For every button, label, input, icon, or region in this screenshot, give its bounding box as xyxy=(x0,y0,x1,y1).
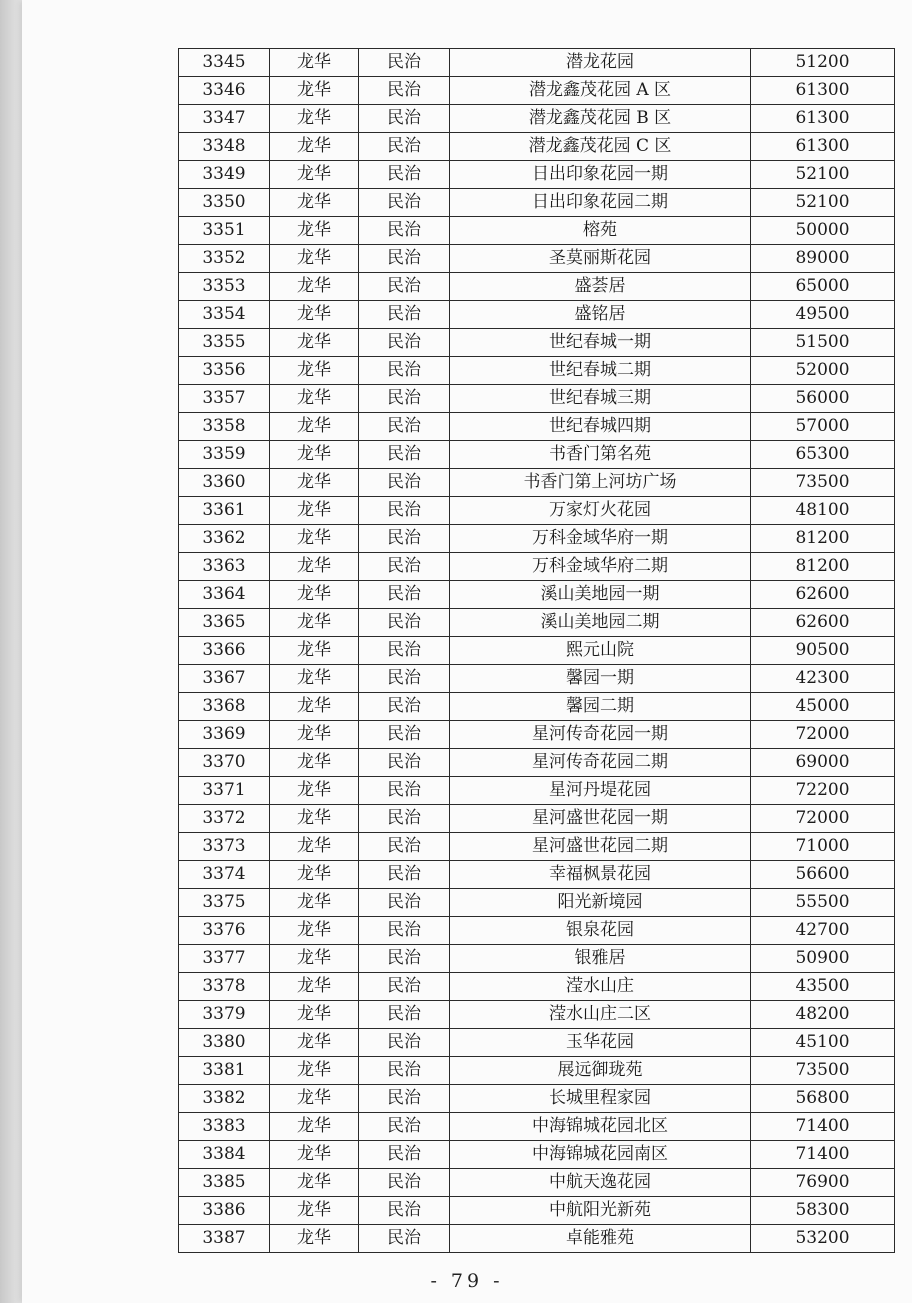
community-name-cell: 世纪春城三期 xyxy=(450,385,751,413)
price-cell: 73500 xyxy=(751,469,895,497)
district-cell: 龙华 xyxy=(270,973,359,1001)
district-cell: 龙华 xyxy=(270,861,359,889)
row-number-cell: 3361 xyxy=(179,497,270,525)
community-name-cell: 馨园一期 xyxy=(450,665,751,693)
community-name-cell: 中航阳光新苑 xyxy=(450,1197,751,1225)
district-cell: 龙华 xyxy=(270,777,359,805)
district-cell: 龙华 xyxy=(270,749,359,777)
row-number-cell: 3358 xyxy=(179,413,270,441)
district-cell: 龙华 xyxy=(270,77,359,105)
table-row xyxy=(179,49,895,77)
table-row xyxy=(179,637,895,665)
price-cell: 72000 xyxy=(751,721,895,749)
district-cell: 龙华 xyxy=(270,273,359,301)
street-cell: 民治 xyxy=(359,525,450,553)
district-cell: 龙华 xyxy=(270,721,359,749)
row-number-cell: 3387 xyxy=(179,1225,270,1253)
price-cell: 57000 xyxy=(751,413,895,441)
street-cell: 民治 xyxy=(359,77,450,105)
district-cell: 龙华 xyxy=(270,1197,359,1225)
district-cell: 龙华 xyxy=(270,441,359,469)
community-name-cell: 银雅居 xyxy=(450,945,751,973)
price-cell: 48100 xyxy=(751,497,895,525)
street-cell: 民治 xyxy=(359,245,450,273)
row-number-cell: 3378 xyxy=(179,973,270,1001)
district-cell: 龙华 xyxy=(270,833,359,861)
row-number-cell: 3359 xyxy=(179,441,270,469)
street-cell: 民治 xyxy=(359,833,450,861)
district-cell: 龙华 xyxy=(270,1169,359,1197)
table-row xyxy=(179,1141,895,1169)
district-cell: 龙华 xyxy=(270,1057,359,1085)
street-cell: 民治 xyxy=(359,1225,450,1253)
street-cell: 民治 xyxy=(359,1057,450,1085)
price-cell: 61300 xyxy=(751,105,895,133)
district-cell: 龙华 xyxy=(270,329,359,357)
row-number-cell: 3379 xyxy=(179,1001,270,1029)
community-name-cell: 中海锦城花园北区 xyxy=(450,1113,751,1141)
district-cell: 龙华 xyxy=(270,1225,359,1253)
district-cell: 龙华 xyxy=(270,217,359,245)
row-number-cell: 3377 xyxy=(179,945,270,973)
district-cell: 龙华 xyxy=(270,105,359,133)
community-name-cell: 日出印象花园二期 xyxy=(450,189,751,217)
district-cell: 龙华 xyxy=(270,1141,359,1169)
row-number-cell: 3352 xyxy=(179,245,270,273)
table-row xyxy=(179,77,895,105)
row-number-cell: 3355 xyxy=(179,329,270,357)
price-cell: 42700 xyxy=(751,917,895,945)
table-row xyxy=(179,1057,895,1085)
street-cell: 民治 xyxy=(359,861,450,889)
street-cell: 民治 xyxy=(359,217,450,245)
community-name-cell: 榕苑 xyxy=(450,217,751,245)
district-cell: 龙华 xyxy=(270,1001,359,1029)
table-row xyxy=(179,189,895,217)
community-name-cell: 万科金域华府二期 xyxy=(450,553,751,581)
district-cell: 龙华 xyxy=(270,525,359,553)
community-name-cell: 世纪春城四期 xyxy=(450,413,751,441)
table-row xyxy=(179,1001,895,1029)
street-cell: 民治 xyxy=(359,581,450,609)
street-cell: 民治 xyxy=(359,973,450,1001)
table-body xyxy=(179,49,895,1253)
row-number-cell: 3385 xyxy=(179,1169,270,1197)
district-cell: 龙华 xyxy=(270,1085,359,1113)
district-cell: 龙华 xyxy=(270,469,359,497)
table-row xyxy=(179,889,895,917)
community-name-cell: 万科金域华府一期 xyxy=(450,525,751,553)
district-cell: 龙华 xyxy=(270,301,359,329)
price-cell: 61300 xyxy=(751,133,895,161)
street-cell: 民治 xyxy=(359,273,450,301)
community-name-cell: 熙元山院 xyxy=(450,637,751,665)
district-cell: 龙华 xyxy=(270,245,359,273)
street-cell: 民治 xyxy=(359,805,450,833)
row-number-cell: 3370 xyxy=(179,749,270,777)
street-cell: 民治 xyxy=(359,441,450,469)
row-number-cell: 3348 xyxy=(179,133,270,161)
row-number-cell: 3364 xyxy=(179,581,270,609)
district-cell: 龙华 xyxy=(270,609,359,637)
street-cell: 民治 xyxy=(359,1029,450,1057)
row-number-cell: 3356 xyxy=(179,357,270,385)
district-cell: 龙华 xyxy=(270,889,359,917)
price-cell: 62600 xyxy=(751,609,895,637)
community-name-cell: 书香门第名苑 xyxy=(450,441,751,469)
community-name-cell: 星河盛世花园一期 xyxy=(450,805,751,833)
price-cell: 65000 xyxy=(751,273,895,301)
price-cell: 69000 xyxy=(751,749,895,777)
community-name-cell: 幸福枫景花园 xyxy=(450,861,751,889)
table-row xyxy=(179,469,895,497)
price-cell: 58300 xyxy=(751,1197,895,1225)
table-row xyxy=(179,945,895,973)
row-number-cell: 3345 xyxy=(179,49,270,77)
street-cell: 民治 xyxy=(359,693,450,721)
table-row xyxy=(179,357,895,385)
price-cell: 62600 xyxy=(751,581,895,609)
district-cell: 龙华 xyxy=(270,945,359,973)
table-row xyxy=(179,1197,895,1225)
street-cell: 民治 xyxy=(359,637,450,665)
table-row xyxy=(179,245,895,273)
street-cell: 民治 xyxy=(359,721,450,749)
community-name-cell: 馨园二期 xyxy=(450,693,751,721)
community-name-cell: 盛铭居 xyxy=(450,301,751,329)
district-cell: 龙华 xyxy=(270,581,359,609)
community-name-cell: 潜龙鑫茂花园 A 区 xyxy=(450,77,751,105)
table-row xyxy=(179,161,895,189)
housing-price-table xyxy=(178,48,895,1253)
street-cell: 民治 xyxy=(359,385,450,413)
price-cell: 45000 xyxy=(751,693,895,721)
community-name-cell: 星河传奇花园二期 xyxy=(450,749,751,777)
district-cell: 龙华 xyxy=(270,693,359,721)
district-cell: 龙华 xyxy=(270,133,359,161)
price-cell: 71000 xyxy=(751,833,895,861)
row-number-cell: 3357 xyxy=(179,385,270,413)
row-number-cell: 3363 xyxy=(179,553,270,581)
price-cell: 50900 xyxy=(751,945,895,973)
community-name-cell: 溪山美地园一期 xyxy=(450,581,751,609)
table-row xyxy=(179,861,895,889)
price-cell: 72000 xyxy=(751,805,895,833)
price-cell: 45100 xyxy=(751,1029,895,1057)
district-cell: 龙华 xyxy=(270,357,359,385)
community-name-cell: 潜龙鑫茂花园 C 区 xyxy=(450,133,751,161)
street-cell: 民治 xyxy=(359,1169,450,1197)
row-number-cell: 3346 xyxy=(179,77,270,105)
district-cell: 龙华 xyxy=(270,385,359,413)
price-cell: 53200 xyxy=(751,1225,895,1253)
table-row xyxy=(179,917,895,945)
district-cell: 龙华 xyxy=(270,189,359,217)
row-number-cell: 3386 xyxy=(179,1197,270,1225)
price-cell: 51500 xyxy=(751,329,895,357)
table-row xyxy=(179,301,895,329)
street-cell: 民治 xyxy=(359,161,450,189)
community-name-cell: 日出印象花园一期 xyxy=(450,161,751,189)
table-row xyxy=(179,973,895,1001)
street-cell: 民治 xyxy=(359,497,450,525)
community-name-cell: 万家灯火花园 xyxy=(450,497,751,525)
street-cell: 民治 xyxy=(359,609,450,637)
community-name-cell: 星河丹堤花园 xyxy=(450,777,751,805)
price-cell: 76900 xyxy=(751,1169,895,1197)
table-row xyxy=(179,609,895,637)
row-number-cell: 3380 xyxy=(179,1029,270,1057)
street-cell: 民治 xyxy=(359,1141,450,1169)
table-row xyxy=(179,497,895,525)
table-row xyxy=(179,749,895,777)
street-cell: 民治 xyxy=(359,357,450,385)
community-name-cell: 滢水山庄 xyxy=(450,973,751,1001)
price-cell: 65300 xyxy=(751,441,895,469)
price-cell: 56600 xyxy=(751,861,895,889)
district-cell: 龙华 xyxy=(270,553,359,581)
price-cell: 90500 xyxy=(751,637,895,665)
row-number-cell: 3373 xyxy=(179,833,270,861)
street-cell: 民治 xyxy=(359,777,450,805)
community-name-cell: 银泉花园 xyxy=(450,917,751,945)
district-cell: 龙华 xyxy=(270,805,359,833)
community-name-cell: 潜龙鑫茂花园 B 区 xyxy=(450,105,751,133)
price-cell: 56800 xyxy=(751,1085,895,1113)
street-cell: 民治 xyxy=(359,413,450,441)
community-name-cell: 星河传奇花园一期 xyxy=(450,721,751,749)
price-cell: 81200 xyxy=(751,553,895,581)
street-cell: 民治 xyxy=(359,553,450,581)
community-name-cell: 圣莫丽斯花园 xyxy=(450,245,751,273)
price-cell: 43500 xyxy=(751,973,895,1001)
street-cell: 民治 xyxy=(359,1085,450,1113)
street-cell: 民治 xyxy=(359,749,450,777)
community-name-cell: 展远御珑苑 xyxy=(450,1057,751,1085)
table-row xyxy=(179,105,895,133)
street-cell: 民治 xyxy=(359,133,450,161)
street-cell: 民治 xyxy=(359,105,450,133)
row-number-cell: 3383 xyxy=(179,1113,270,1141)
table-row xyxy=(179,273,895,301)
price-cell: 71400 xyxy=(751,1141,895,1169)
street-cell: 民治 xyxy=(359,1113,450,1141)
district-cell: 龙华 xyxy=(270,1113,359,1141)
price-cell: 52100 xyxy=(751,189,895,217)
price-cell: 73500 xyxy=(751,1057,895,1085)
community-name-cell: 书香门第上河坊广场 xyxy=(450,469,751,497)
community-name-cell: 卓能雅苑 xyxy=(450,1225,751,1253)
community-name-cell: 星河盛世花园二期 xyxy=(450,833,751,861)
page-number: - 79 - xyxy=(430,1270,504,1292)
table-row xyxy=(179,777,895,805)
price-cell: 81200 xyxy=(751,525,895,553)
community-name-cell: 阳光新境园 xyxy=(450,889,751,917)
table-row xyxy=(179,721,895,749)
row-number-cell: 3366 xyxy=(179,637,270,665)
community-name-cell: 长城里程家园 xyxy=(450,1085,751,1113)
price-cell: 49500 xyxy=(751,301,895,329)
district-cell: 龙华 xyxy=(270,49,359,77)
community-name-cell: 滢水山庄二区 xyxy=(450,1001,751,1029)
row-number-cell: 3354 xyxy=(179,301,270,329)
row-number-cell: 3375 xyxy=(179,889,270,917)
district-cell: 龙华 xyxy=(270,413,359,441)
row-number-cell: 3374 xyxy=(179,861,270,889)
row-number-cell: 3353 xyxy=(179,273,270,301)
row-number-cell: 3362 xyxy=(179,525,270,553)
community-name-cell: 溪山美地园二期 xyxy=(450,609,751,637)
price-cell: 52100 xyxy=(751,161,895,189)
table-row xyxy=(179,217,895,245)
row-number-cell: 3384 xyxy=(179,1141,270,1169)
price-cell: 89000 xyxy=(751,245,895,273)
street-cell: 民治 xyxy=(359,469,450,497)
community-name-cell: 世纪春城二期 xyxy=(450,357,751,385)
community-name-cell: 潜龙花园 xyxy=(450,49,751,77)
price-cell: 51200 xyxy=(751,49,895,77)
table-row xyxy=(179,805,895,833)
row-number-cell: 3347 xyxy=(179,105,270,133)
row-number-cell: 3351 xyxy=(179,217,270,245)
street-cell: 民治 xyxy=(359,1001,450,1029)
table-row xyxy=(179,693,895,721)
street-cell: 民治 xyxy=(359,189,450,217)
price-cell: 72200 xyxy=(751,777,895,805)
district-cell: 龙华 xyxy=(270,497,359,525)
price-cell: 42300 xyxy=(751,665,895,693)
row-number-cell: 3360 xyxy=(179,469,270,497)
street-cell: 民治 xyxy=(359,945,450,973)
row-number-cell: 3349 xyxy=(179,161,270,189)
row-number-cell: 3369 xyxy=(179,721,270,749)
district-cell: 龙华 xyxy=(270,1029,359,1057)
price-cell: 56000 xyxy=(751,385,895,413)
table-row xyxy=(179,329,895,357)
row-number-cell: 3381 xyxy=(179,1057,270,1085)
table-row xyxy=(179,385,895,413)
price-cell: 52000 xyxy=(751,357,895,385)
document-page xyxy=(22,0,912,1303)
street-cell: 民治 xyxy=(359,49,450,77)
page-edge-shadow xyxy=(0,0,22,1303)
price-cell: 55500 xyxy=(751,889,895,917)
price-cell: 50000 xyxy=(751,217,895,245)
street-cell: 民治 xyxy=(359,301,450,329)
row-number-cell: 3367 xyxy=(179,665,270,693)
table-row xyxy=(179,1169,895,1197)
community-name-cell: 中海锦城花园南区 xyxy=(450,1141,751,1169)
district-cell: 龙华 xyxy=(270,665,359,693)
price-cell: 71400 xyxy=(751,1113,895,1141)
price-cell: 61300 xyxy=(751,77,895,105)
table-row xyxy=(179,833,895,861)
table-row xyxy=(179,665,895,693)
street-cell: 民治 xyxy=(359,917,450,945)
table-row xyxy=(179,1085,895,1113)
community-name-cell: 中航天逸花园 xyxy=(450,1169,751,1197)
street-cell: 民治 xyxy=(359,665,450,693)
community-name-cell: 盛荟居 xyxy=(450,273,751,301)
row-number-cell: 3368 xyxy=(179,693,270,721)
row-number-cell: 3376 xyxy=(179,917,270,945)
district-cell: 龙华 xyxy=(270,917,359,945)
district-cell: 龙华 xyxy=(270,637,359,665)
table-row xyxy=(179,1113,895,1141)
community-name-cell: 世纪春城一期 xyxy=(450,329,751,357)
table-row xyxy=(179,553,895,581)
community-name-cell: 玉华花园 xyxy=(450,1029,751,1057)
row-number-cell: 3350 xyxy=(179,189,270,217)
table-row xyxy=(179,581,895,609)
price-cell: 48200 xyxy=(751,1001,895,1029)
table-row xyxy=(179,1225,895,1253)
row-number-cell: 3372 xyxy=(179,805,270,833)
street-cell: 民治 xyxy=(359,1197,450,1225)
district-cell: 龙华 xyxy=(270,161,359,189)
street-cell: 民治 xyxy=(359,329,450,357)
table-row xyxy=(179,1029,895,1057)
table-row xyxy=(179,133,895,161)
row-number-cell: 3371 xyxy=(179,777,270,805)
table-row xyxy=(179,413,895,441)
street-cell: 民治 xyxy=(359,889,450,917)
table-row xyxy=(179,441,895,469)
row-number-cell: 3365 xyxy=(179,609,270,637)
row-number-cell: 3382 xyxy=(179,1085,270,1113)
table-row xyxy=(179,525,895,553)
